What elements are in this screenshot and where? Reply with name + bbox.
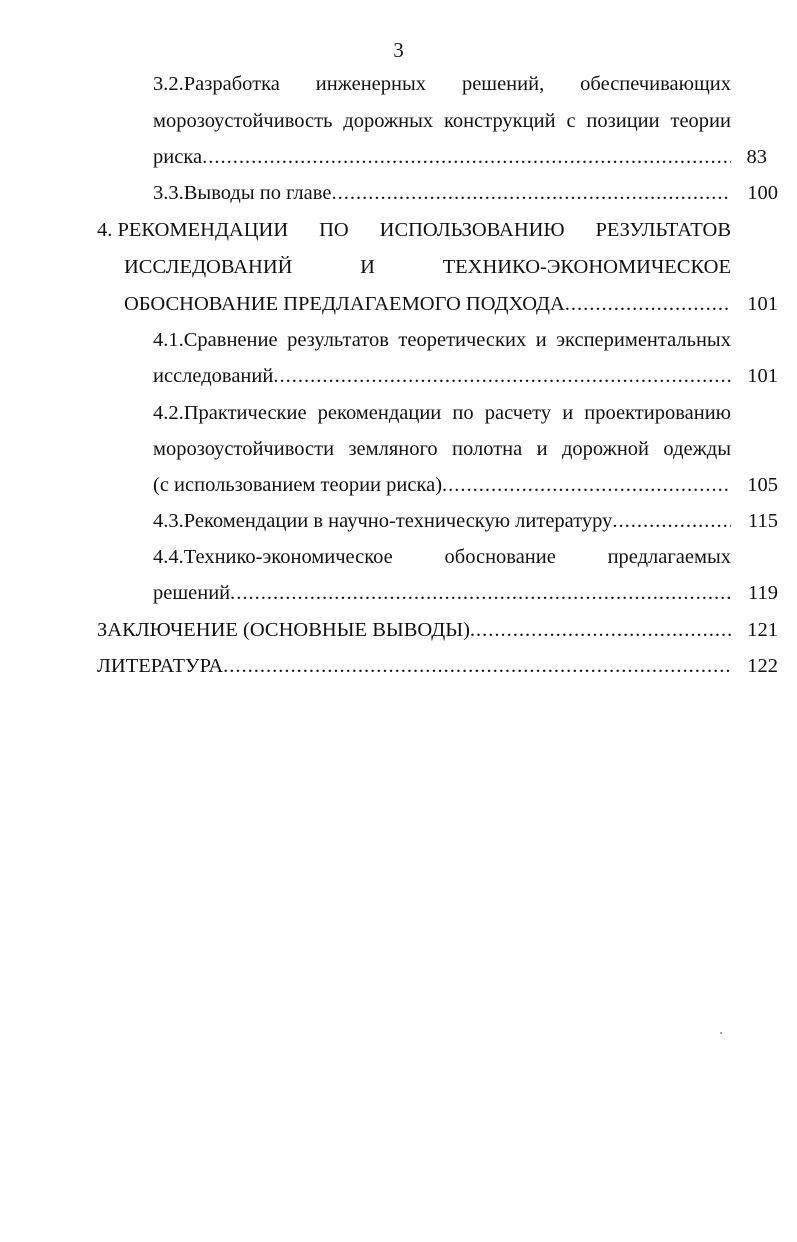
toc-word: проектированию bbox=[584, 402, 731, 424]
toc-entry-title: ЗАКЛЮЧЕНИЕ (ОСНОВНЫЕ ВЫВОДЫ) bbox=[97, 619, 470, 641]
toc-entry-title: ОБОСНОВАНИЕ ПРЕДЛАГАЕМОГО ПОДХОДА bbox=[124, 293, 565, 315]
toc-word: 4. РЕКОМЕНДАЦИИ bbox=[97, 219, 289, 241]
toc-word: морозоустойчивость bbox=[153, 110, 333, 132]
toc-word: ТЕХНИКО-ЭКОНОМИЧЕСКОЕ bbox=[442, 256, 731, 278]
toc-word: 4.1.Сравнение bbox=[153, 329, 278, 351]
toc-entry-title: (с использованием теории риска) bbox=[153, 474, 443, 496]
toc-word: экспериментальных bbox=[556, 329, 731, 351]
toc-word: земляного bbox=[348, 438, 438, 460]
leader-dots bbox=[565, 286, 731, 322]
toc-word: ИСПОЛЬЗОВАНИЮ bbox=[379, 219, 565, 241]
toc-chapter-4-line-1 bbox=[97, 212, 731, 248]
toc-word: результатов bbox=[287, 329, 389, 351]
leader-dots bbox=[612, 503, 731, 539]
toc-page-number: 122 bbox=[747, 655, 778, 677]
toc-entry-3-2-line-3 bbox=[153, 139, 731, 175]
leader-dots bbox=[442, 467, 731, 503]
toc-word: полотна bbox=[452, 438, 523, 460]
toc-entry-4-2-line-1 bbox=[153, 395, 731, 431]
toc-word: и bbox=[562, 402, 574, 424]
toc-entry-4-2-line-3 bbox=[153, 467, 731, 503]
toc-entry-literature bbox=[97, 648, 731, 684]
toc-word: дорожной bbox=[562, 438, 650, 460]
leader-dots bbox=[230, 575, 731, 611]
toc-entry-4-2-line-2 bbox=[153, 431, 731, 467]
toc-word: ПО bbox=[319, 219, 349, 241]
toc-entry-title: 4.3.Рекомендации в научно-техническую литературу bbox=[153, 510, 613, 532]
scan-speck bbox=[720, 1032, 722, 1034]
toc-word: 4.4.Технико-экономическое bbox=[153, 546, 393, 568]
toc-chapter-4-line-2 bbox=[124, 249, 731, 285]
toc-word: расчету bbox=[484, 402, 552, 424]
toc-word: с bbox=[566, 110, 576, 132]
toc-word: РЕЗУЛЬТАТОВ bbox=[595, 219, 731, 241]
leader-dots bbox=[470, 612, 731, 648]
leader-dots bbox=[331, 175, 731, 211]
toc-entry-4-4-line-1 bbox=[153, 539, 731, 575]
toc-chapter-4-line-3 bbox=[124, 286, 731, 322]
toc-word: дорожных bbox=[343, 110, 434, 132]
page-number: 3 bbox=[393, 38, 404, 62]
toc-word: ИССЛЕДОВАНИЙ bbox=[124, 256, 293, 278]
toc-word: обоснование bbox=[444, 546, 556, 568]
toc-entry-4-4-line-2 bbox=[153, 575, 731, 611]
toc-page-number: 101 bbox=[747, 365, 778, 387]
leader-dots bbox=[223, 648, 731, 684]
toc-entry-3-3 bbox=[153, 175, 731, 211]
toc-entry-4-1-line-1 bbox=[153, 322, 731, 358]
toc-word: одежды bbox=[663, 438, 731, 460]
toc-word: морозоустойчивости bbox=[153, 438, 335, 460]
toc-entry-4-3 bbox=[153, 503, 731, 539]
toc-word: конструкций bbox=[444, 110, 556, 132]
toc-entry-title: 3.3.Выводы по главе bbox=[153, 182, 332, 204]
leader-dots bbox=[202, 139, 731, 175]
toc-page-number: 105 bbox=[747, 474, 778, 496]
toc-page-number: 83 bbox=[746, 146, 767, 168]
toc-word: предлагаемых bbox=[607, 546, 731, 568]
toc-word: позиции bbox=[586, 110, 660, 132]
toc-page-number: 119 bbox=[748, 582, 778, 604]
toc-entry-3-2-line-2 bbox=[153, 103, 731, 139]
toc-entry-4-1-line-2 bbox=[153, 358, 731, 394]
toc-word: рекомендации bbox=[317, 402, 442, 424]
toc-word: обеспечивающих bbox=[580, 73, 731, 95]
toc-entry-title: риска bbox=[153, 146, 203, 168]
toc-word: 4.2.Практические bbox=[153, 402, 307, 424]
leader-dots bbox=[273, 358, 731, 394]
toc-word: и bbox=[535, 329, 547, 351]
toc-word: и bbox=[536, 438, 548, 460]
toc-entry-3-2-line-1 bbox=[153, 66, 731, 102]
toc-entry-title: исследований bbox=[153, 365, 274, 387]
toc-page-number: 100 bbox=[747, 182, 778, 204]
toc-page-number: 115 bbox=[748, 510, 778, 532]
toc-word: И bbox=[360, 256, 375, 278]
toc-word: теории bbox=[670, 110, 731, 132]
toc-word: инженерных bbox=[315, 73, 427, 95]
toc-word: 3.2.Разработка bbox=[153, 73, 280, 95]
toc-page-number: 121 bbox=[747, 619, 778, 641]
toc-word: по bbox=[452, 402, 474, 424]
toc-entry-title: решений bbox=[153, 582, 231, 604]
toc-page-number: 101 bbox=[747, 293, 778, 315]
toc-entry-title: ЛИТЕРАТУРА bbox=[97, 655, 224, 677]
toc-word: теоретических bbox=[398, 329, 527, 351]
toc-word: решений, bbox=[461, 73, 545, 95]
toc-entry-conclusion bbox=[97, 612, 731, 648]
